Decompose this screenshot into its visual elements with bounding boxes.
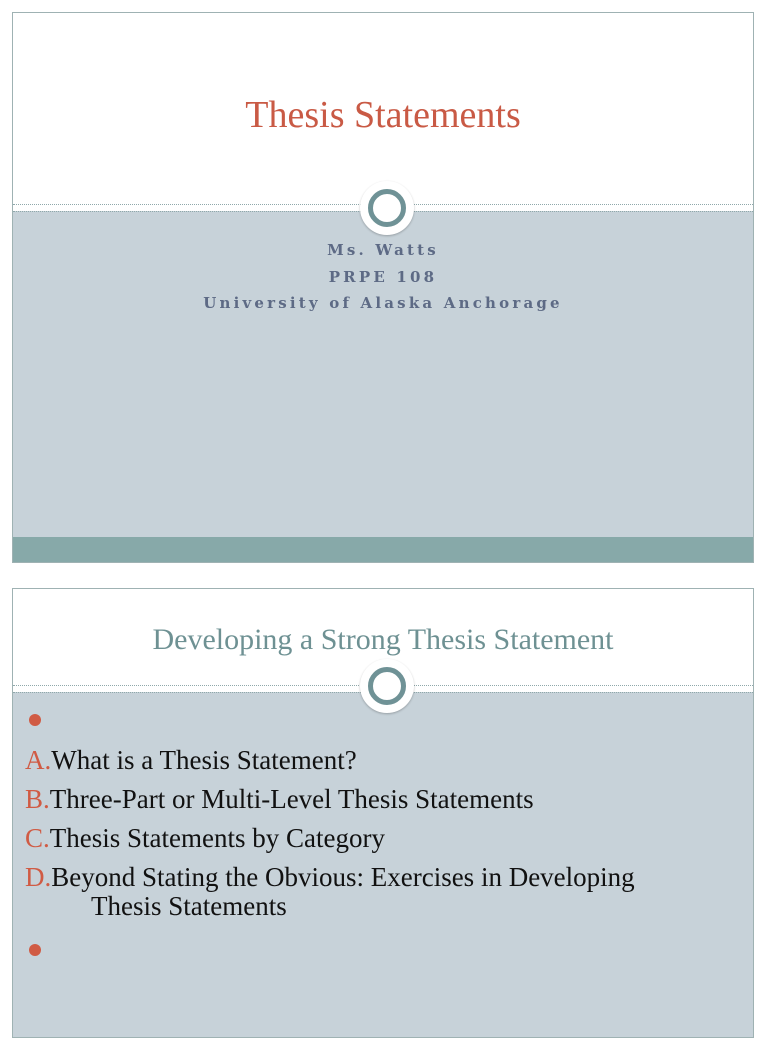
subtitle xyxy=(13,237,753,317)
subtitle-line-author: Ms. Watts xyxy=(327,241,439,259)
subtitle-line-course: PRPE 108 xyxy=(328,267,438,286)
list-item-letter: C. xyxy=(25,823,50,853)
footer-bar xyxy=(13,537,753,563)
list-item-letter: B. xyxy=(25,784,50,814)
list-item-text: Three-Part or Multi-Level Thesis Statements xyxy=(49,784,534,814)
list-item-text: Beyond Stating the Obvious: Exercises in Developing xyxy=(51,862,635,892)
outline-list xyxy=(25,741,743,922)
bullet-dot-icon xyxy=(29,944,41,956)
list-item xyxy=(25,741,743,780)
list-item-letter: A. xyxy=(25,745,52,775)
list-item xyxy=(25,819,743,858)
list-item-text: Thesis Statements by Category xyxy=(49,823,385,853)
ring-icon xyxy=(360,181,414,235)
content-slide xyxy=(12,588,754,1038)
ring-icon xyxy=(360,659,414,713)
list-item-text: What is a Thesis Statement? xyxy=(51,745,357,775)
list-item-continuation: Thesis Statements xyxy=(91,891,287,921)
slide-title: Developing a Strong Thesis Statement xyxy=(152,623,614,656)
subtitle-line-institution: University of Alaska Anchorage xyxy=(203,294,563,312)
bullet-dot-icon xyxy=(29,714,41,726)
title-slide xyxy=(12,12,754,563)
list-item-letter: D. xyxy=(25,862,52,892)
slide-title: Thesis Statements xyxy=(245,94,521,136)
list-item xyxy=(25,780,743,819)
